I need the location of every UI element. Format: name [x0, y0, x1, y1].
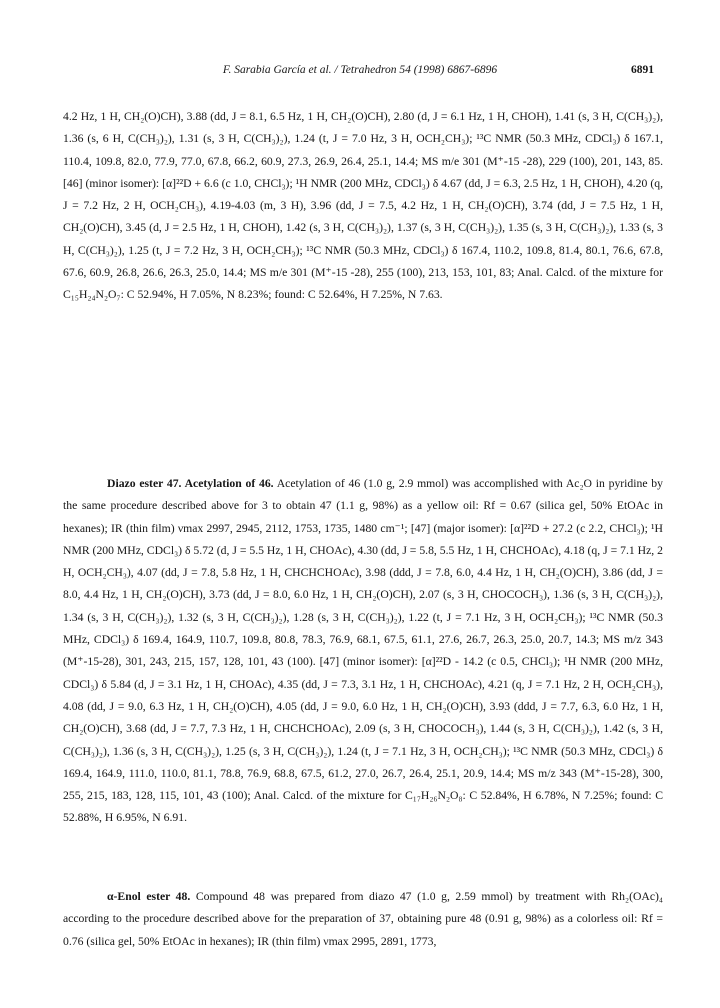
paragraph-heading: Diazo ester 47. Acetylation of 46.	[107, 477, 274, 490]
paragraph-text: Compound 48 was prepared from diazo 47 (1.0 g, 2.59 mmol) by treatment with Rh₂(OAc)₄ according to the procedure described above for the preparation of 37, obtaining pure 48 (0.91 g, 98%) as a colorless oil: Rf = 0.76 (silica gel, 50% EtOAc in hexanes); IR (thin film) νmax 2995, 2891, 1773,	[63, 890, 664, 948]
running-header	[0, 64, 720, 84]
paragraph-compound-46-data	[63, 106, 663, 307]
journal-citation: F. Sarabia García et al. / Tetrahedron 54 (1998) 6867-6896	[222, 64, 498, 76]
paragraph-enol-ester-48	[63, 886, 663, 953]
paragraph-text: Acetylation of 46 (1.0 g, 2.9 mmol) was accomplished with Ac₂O in pyridine by the same procedure described above for 3 to obtain 47 (1.1 g, 98%) as a yellow oil: Rf = 0.67 (silica gel, 50% EtOAc in hexanes); IR (thin film) νmax 2997, 2945, 2112, 1753, 1735, 1480 cm⁻¹; [47] (major isomer): [α]²²D + 27.2 (c 2.2, CHCl₃); ¹H NMR (200 MHz, CDCl₃) δ 5.72 (d, J = 5.5 Hz, 1 H, CHOAc), 4.30 (dd, J = 5.8, 5.5 Hz, 1 H, CHCHOAc), 4.18 (q, J = 7.1 Hz, 2 H, OCH₂CH₃), 4.07 (dd, J = 7.8, 5.8 Hz, 1 H, CHCHCHOAc), 3.98 (ddd, J = 7.8, 6.0, 4.4 Hz, 1 H, CH₂(O)CH), 3.86 (dd, J = 8.0, 4.4 Hz, 1 H, CH₂(O)CH), 3.73 (dd, J = 8.0, 6.0 Hz, 1 H, CH₂(O)CH), 2.07 (s, 3 H, CHOCOCH₃), 1.36 (s, 3 H, C(CH₃)₂), 1.34 (s, 3 H, C(CH₃)₂), 1.32 (s, 3 H, C(CH₃)₂), 1.28 (s, 3 H, C(CH₃)₂), 1.22 (t, J = 7.1 Hz, 3 H, OCH₂CH₃); ¹³C NMR (50.3 MHz, CDCl₃) δ 169.4, 164.9, 110.7, 109.8, 80.8, 78.3, 76.9, 68.1, 67.5, 61.1, 27.6, 26.7, 26.3, 25.0, 20.7, 14.3; MS m/z 343 (M⁺-15-28), 301, 243, 215, 157, 128, 101, 43 (100). [47] (minor isomer): [α]²²D - 14.2 (c 0.5, CHCl₃); ¹H NMR (200 MHz, CDCl₃) δ 5.84 (d, J = 3.1 Hz, 1 H, CHOAc), 4.35 (dd, J = 7.3, 3.1 Hz, 1 H, CHCHOAc), 4.21 (q, J = 7.1 Hz, 2 H, OCH₂CH₃), 4.08 (dd, J = 9.0, 6.3 Hz, 1 H, CH₂(O)CH), 4.05 (dd, J = 9.0, 6.0 Hz, 1 H, CH₂(O)CH), 3.93 (ddd, J = 7.7, 6.3, 6.0 Hz, 1 H, CH₂(O)CH), 3.68 (dd, J = 7.7, 7.3 Hz, 1 H, CHCHCHOAc), 2.09 (s, 3 H, CHOCOCH₃), 1.44 (s, 3 H, C(CH₃)₂), 1.42 (s, 3 H, C(CH₃)₂), 1.36 (s, 3 H, C(CH₃)₂), 1.25 (s, 3 H, C(CH₃)₂), 1.24 (t, J = 7.1 Hz, 3 H, OCH₂CH₃); ¹³C NMR (50.3 MHz, CDCl₃) δ 169.4, 164.9, 111.0, 110.0, 81.1, 78.8, 76.9, 68.8, 67.5, 61.2, 27.0, 26.7, 26.4, 25.1, 20.9, 14.4; MS m/z 343 (M⁺-15-28), 300, 255, 215, 183, 128, 115, 101, 43 (100); Anal. Calcd. of the mixture for C₁₇H₂₆N₂O₈: C 52.84%, H 6.78%, N 7.25%; found: C 52.88%, H 6.95%, N 6.91.	[63, 477, 663, 825]
page-number: 6891	[631, 64, 654, 76]
paragraph-diazo-ester-47	[63, 473, 663, 830]
paragraph-text: 4.2 Hz, 1 H, CH₂(O)CH), 3.88 (dd, J = 8.1, 6.5 Hz, 1 H, CH₂(O)CH), 2.80 (d, J = 6.1 Hz, 1 H, CHOH), 1.41 (s, 3 H, C(CH₃)₂), 1.36 (s, 6 H, C(CH₃)₂), 1.31 (s, 3 H, C(CH₃)₂), 1.24 (t, J = 7.0 Hz, 3 H, OCH₂CH₃); ¹³C NMR (50.3 MHz, CDCl₃) δ 167.1, 110.4, 109.8, 82.0, 77.9, 77.0, 67.8, 66.2, 60.9, 27.3, 26.9, 26.4, 25.1, 14.4; MS m/e 301 (M⁺-15 -28), 229 (100), 201, 143, 85. [46] (minor isomer): [α]²²D + 6.6 (c 1.0, CHCl₃); ¹H NMR (200 MHz, CDCl₃) δ 4.67 (dd, J = 6.3, 2.5 Hz, 1 H, CHOH), 4.20 (q, J = 7.2 Hz, 2 H, OCH₂CH₃), 4.19-4.03 (m, 3 H), 3.96 (dd, J = 7.5, 4.2 Hz, 1 H, CH₂(O)CH), 3.74 (dd, J = 7.5 Hz, 1 H, CH₂(O)CH), 3.45 (d, J = 2.5 Hz, 1 H, CHOH), 1.42 (s, 3 H, C(CH₃)₂), 1.37 (s, 3 H, C(CH₃)₂), 1.35 (s, 3 H, C(CH₃)₂), 1.33 (s, 3 H, C(CH₃)₂), 1.25 (t, J = 7.2 Hz, 3 H, OCH₂CH₃); ¹³C NMR (50.3 MHz, CDCl₃) δ 167.4, 110.2, 109.8, 81.4, 80.1, 76.6, 67.8, 67.6, 60.9, 26.8, 26.6, 26.3, 25.0, 14.4; MS m/e 301 (M⁺-15 -28), 255 (100), 213, 153, 101, 83; Anal. Calcd. of the mixture for C₁₅H₂₄N₂O₇: C 52.94%, H 7.05%, N 8.23%; found: C 52.64%, H 7.25%, N 7.63.	[63, 110, 663, 302]
paragraph-heading: α-Enol ester 48.	[107, 890, 191, 903]
